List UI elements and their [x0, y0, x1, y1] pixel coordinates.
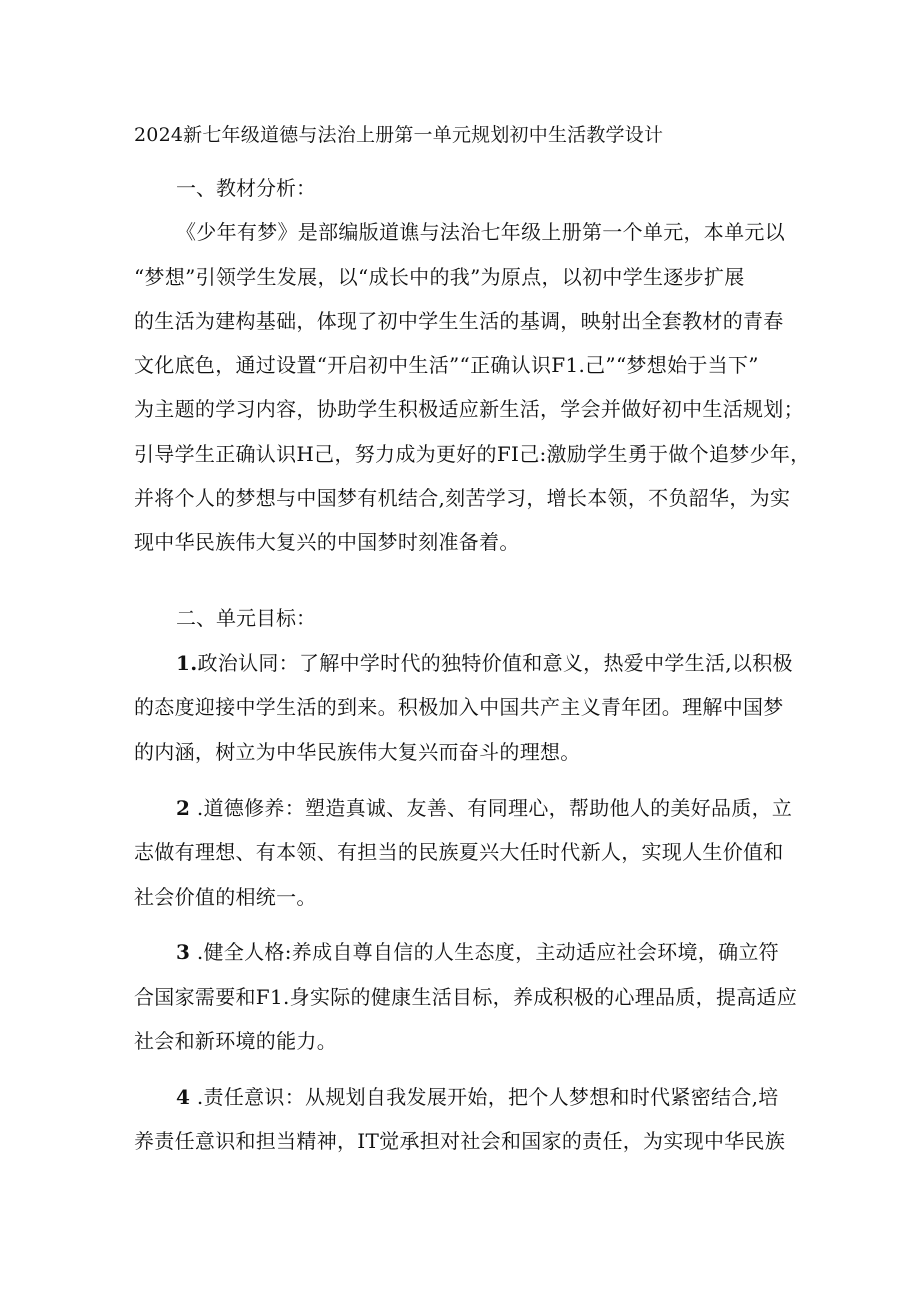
goal-number: 4 [176, 1085, 191, 1109]
goal-text: 政治认同：了解中学时代的独特价值和意义，热爱中学生活,以积极 [197, 651, 793, 675]
goal-text: .健全人格:养成自尊自信的人生态度，主动适应社会环境，确立符 [190, 940, 779, 964]
paragraph-line: 文化底色，通过设置“开启初中生活”“正确认识F1.己”“梦想始于当下” [134, 353, 759, 377]
paragraph-line: 养责任意识和担当精神，IT觉承担对社会和国家的责任，为实现中华民族 [134, 1129, 786, 1153]
paragraph-line: “梦想”引领学生发展，以“成长中的我”为原点，以初中学生逐步扩展 [134, 265, 745, 289]
goal-item-1-first-line [176, 650, 793, 676]
paragraph-line: 志做有理想、有本领、有担当的民族夏兴大任时代新人，实现人生价值和 [134, 840, 784, 864]
goal-number: 3 [176, 940, 191, 964]
goal-number: 2 [176, 796, 191, 820]
goal-text: .道德修养：塑造真诚、友善、有同理心，帮助他人的美好品质，立 [190, 796, 793, 820]
goal-number: 1. [176, 651, 198, 675]
section-heading-unit-goals: 二、单元目标： [176, 606, 316, 630]
goal-item-2-first-line [176, 795, 792, 821]
paragraph-line: 《少年有梦》是部编版道谯与法治七年级上册第一个单元，本单元以 [176, 220, 785, 244]
goal-text: .责任意识：从规划自我发展开始，把个人梦想和时代紧密结合,培 [190, 1085, 779, 1109]
paragraph-line: 社会价值的相统一。 [134, 885, 317, 909]
paragraph-line: 现中华民族伟大复兴的中国梦时刻准备着。 [134, 530, 520, 554]
goal-item-4-first-line [176, 1084, 779, 1110]
paragraph-line: 并将个人的梦想与中国梦有机结合,刻苦学习，增长本领，不负韶华，为实 [134, 486, 791, 510]
goal-item-3-first-line [176, 939, 779, 965]
section-heading-textbook-analysis: 一、教材分析： [176, 176, 316, 200]
paragraph-line: 的内涵，树立为中华民族伟大复兴而奋斗的理想。 [134, 740, 581, 764]
document-title: 2024新七年级道德与法治上册第一单元规划初中生活教学设计 [134, 124, 664, 146]
paragraph-line: 为主题的学习内容，协助学生积极适应新生活，学会并做好初中生活规划； [134, 397, 804, 421]
paragraph-line: 合国家需要和F1.身实际的健康生活目标，养成积极的心理品质，提高适应 [134, 985, 798, 1009]
paragraph-line: 的生活为建构基础，体现了初中学生生活的基调，映射出全套教材的青春 [134, 309, 784, 333]
paragraph-line: 引导学生正确认识H己，努力成为更好的FI己:激励学生勇于做个追梦少年， [134, 442, 811, 466]
paragraph-line: 的态度迎接中学生活的到来。积极加入中国共产主义青年团。理解中国梦 [134, 695, 784, 719]
paragraph-line: 社会和新环境的能力。 [134, 1029, 337, 1053]
